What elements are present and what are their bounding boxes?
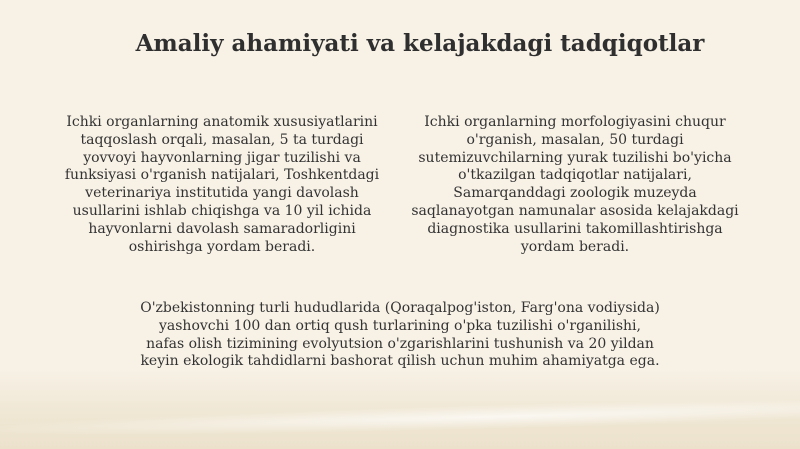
paragraph-bottom: O'zbekistonning turli hududlarida (Qoraqalpog'iston, Farg'ona vodiysida) yashovchi 100 dan ortiq qush turlarining o'pka tuzilishi o'rganilishi, nafas olish tizimining evolyutsion o'zgarishlarini tushunish va 20 yildan keyin ekologik tahdidlarni bashorat qilish uchun muhim ahamiyatga ega. <box>140 300 660 370</box>
paragraph-right: Ichki organlarning morfologiyasini chuqur o'rganish, masalan, 50 turdagi sutemizuvchilarning yurak tuzilishi bo'yicha o'tkazilgan tadqiqotlar natijalari, Samarqanddagi zoologik muzeyda saqlanayotgan namunalar asosida kelajakdagi diagnostika usullarini takomillashtirishga yordam beradi. <box>411 114 739 255</box>
paragraph-left: Ichki organlarning anatomik xususiyatlarini taqqoslash orqali, masalan, 5 ta turdagi yovvoyi hayvonlarning jigar tuzilishi va funksiyasi o'rganish natijalari, Toshkentdagi veterinariya institutida yangi davolash usullarini ishlab chiqishga va 10 yil ichida hayvonlarni davolash samaradorligini oshirishga yordam beradi. <box>64 114 380 255</box>
slide-title: Amaliy ahamiyati va kelajakdagi tadqiqotlar <box>135 30 705 57</box>
